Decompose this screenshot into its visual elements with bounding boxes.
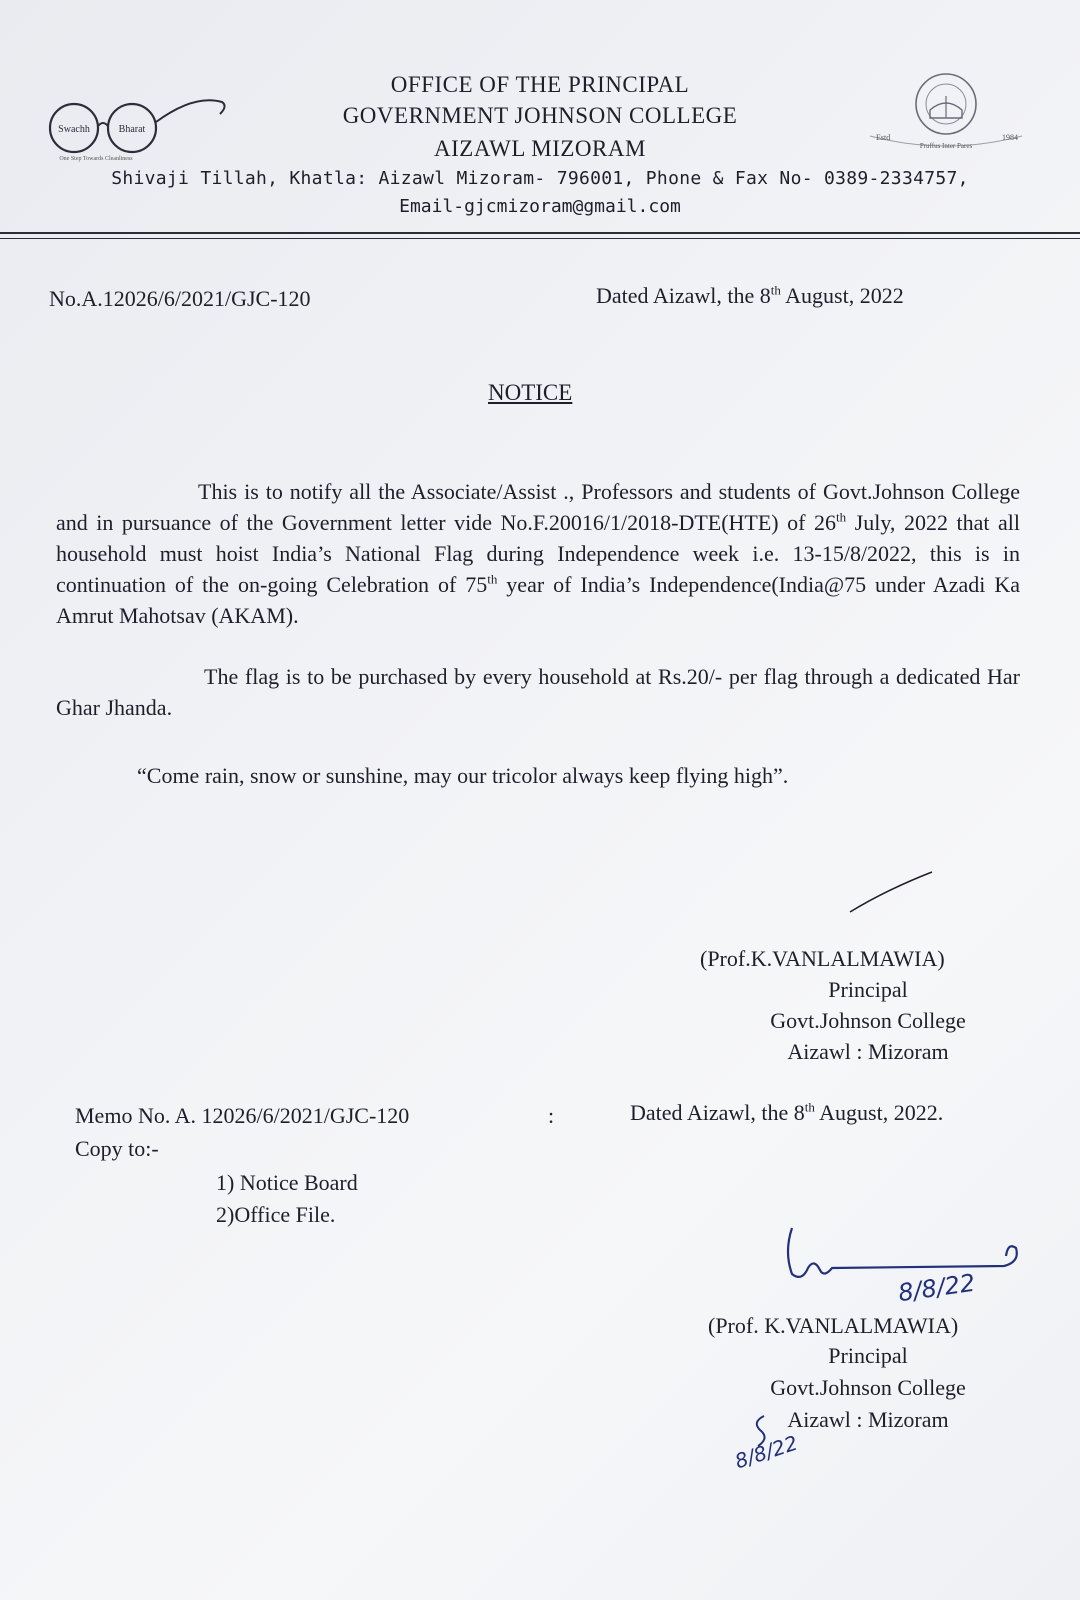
signature2-name: (Prof. K.VANLALMAWIA)	[708, 1313, 959, 1338]
notice-paragraph-1: This is to notify all the Associate/Assist ., Professors and students of Govt.Johnson College and in pursuance of the Government letter vide No.F.20016/1/2018-DTE(HTE) of 26th July, 2022 that all household must hoist India’s National Flag during Independence week i.e. 13-15/8/2022, this is in continuation of the on-going Celebration of 75th year of India’s Independence(India@75 under Azadi Ka Amrut Mahotsav (AKAM).	[56, 479, 1021, 628]
signature1-name: (Prof.K.VANLALMAWIA)	[700, 946, 945, 971]
header-divider-thin	[0, 238, 1080, 239]
signature2-institution: Govt.Johnson College	[770, 1375, 966, 1400]
copy-item-notice-board: 1) Notice Board	[216, 1170, 358, 1195]
notice-paragraph-2: The flag is to be purchased by every household at Rs.20/- per flag through a dedicated Har Ghar Jhanda.	[56, 664, 1020, 720]
handwritten-date: 8/8/22	[896, 1268, 977, 1308]
handwritten-initial-date: 8/8/22	[731, 1430, 801, 1474]
signature1-institution: Govt.Johnson College	[770, 1008, 966, 1033]
reference-date: Dated Aizawl, the 8th August, 2022	[596, 282, 904, 308]
reference-number: No.A.12026/6/2021/GJC-120	[49, 286, 311, 311]
header-address: Shivaji Tillah, Khatla: Aizawl Mizoram- 796001, Phone & Fax No- 0389-2334757,	[111, 168, 969, 189]
header-divider	[0, 232, 1080, 234]
signature1-role: Principal	[828, 977, 908, 1002]
emblem-right-text: 1984	[1002, 133, 1018, 142]
signature-stroke-icon	[846, 868, 936, 918]
memo-number: Memo No. A. 12026/6/2021/GJC-120	[75, 1103, 410, 1128]
notice-title: NOTICE	[488, 380, 573, 405]
emblem-motto: Pruffus Inter Pares	[919, 142, 973, 150]
copy-item-office-file: 2)Office File.	[216, 1202, 336, 1227]
header-location: AIZAWL MIZORAM	[434, 136, 646, 161]
notice-quote: “Come rain, snow or sunshine, may our tricolor always keep flying high”.	[137, 763, 789, 788]
logo-word-swachh: Swachh	[58, 124, 90, 135]
copy-to-label: Copy to:-	[75, 1136, 159, 1161]
signature1-place: Aizawl : Mizoram	[787, 1039, 949, 1064]
signature2-place: Aizawl : Mizoram	[787, 1407, 949, 1432]
logo-word-bharat: Bharat	[118, 124, 146, 135]
memo-colon: :	[548, 1103, 555, 1128]
header-email: Email-gjcmizoram@gmail.com	[399, 196, 681, 217]
logo-tagline: One Step Towards Cleanliness	[59, 156, 133, 162]
header-college-name: GOVERNMENT JOHNSON COLLEGE	[342, 103, 738, 128]
header-office-title: OFFICE OF THE PRINCIPAL	[390, 72, 690, 97]
memo-date: Dated Aizawl, the 8th August, 2022.	[630, 1099, 944, 1125]
signature2-role: Principal	[828, 1343, 908, 1368]
emblem-left-text: Estd	[876, 133, 891, 142]
